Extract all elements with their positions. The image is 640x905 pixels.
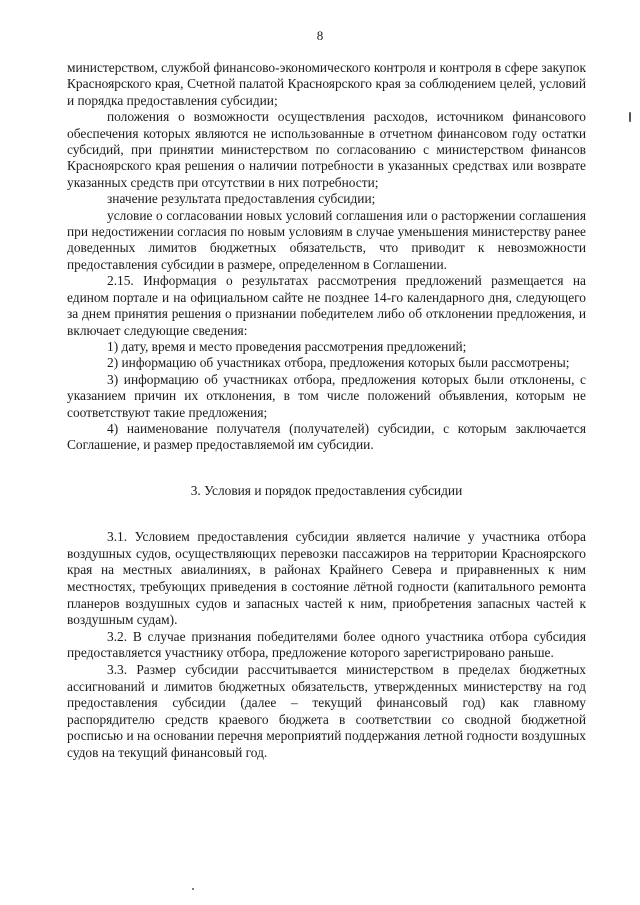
list-item: 4) наименование получателя (получателей) субсидии, с которым заключается Соглашение, и размер предоставляемой им субсидии. bbox=[67, 420, 586, 453]
scan-speck bbox=[629, 112, 631, 122]
paragraph: условие о согласовании новых условий соглашения или о расторжении соглашения при недостижении согласия по новым условиям в случае уменьшения министерству ранее доведенных лимитов бюджетных обязательств, что приводит к невозможности предоставления субсидии в размере, определенном в Соглашении. bbox=[67, 207, 586, 272]
paragraph: 2.15. Информация о результатах рассмотрения предложений размещается на едином портале и на официальном сайте не позднее 14-го календарного дня, следующего за днем принятия решения о признании победителем либо об отклонении предложения, и включает следующие сведения: bbox=[67, 273, 586, 338]
list-item: 1) дату, время и место проведения рассмотрения предложений; bbox=[107, 338, 467, 354]
list-item: 2) информацию об участниках отбора, предложения которых были рассмотрены; bbox=[107, 355, 570, 371]
page-number: 8 bbox=[316, 28, 324, 43]
paragraph: положения о возможности осуществления расходов, источником финансового обеспечения которых являются не использованные в отчетном финансовом году остатки субсидий, при принятии министерством по согласованию с министерством финансов Красноярского края решения о наличии потребности в указанных средствах или возврате указанных средств при отсутствии в них потребности; bbox=[67, 109, 586, 190]
paragraph: 3.1. Условием предоставления субсидии является наличие у участника отбора воздушных судов, осуществляющих перевозки пассажиров на территории Красноярского края на местных авиалиниях, в районах Крайнего Севера и приравненных к ним местностях, требующих приведения в состояние лётной годности (капитального ремонта планеров воздушных судов и запасных частей к ним, приобретения запасных частей к воздушным судам). bbox=[67, 529, 586, 628]
section-3-heading: 3. Условия и порядок предоставления субсидии bbox=[190, 482, 463, 498]
document-body bbox=[67, 60, 586, 761]
list-item: 3) информацию об участниках отбора, предложения которых были отклонены, с указанием причин их отклонения, в том числе положений объявления, которым не соответствуют такие предложения; bbox=[67, 371, 586, 420]
paragraph: значение результата предоставления субсидии; bbox=[107, 191, 376, 207]
section-2-continuation bbox=[67, 60, 586, 454]
paragraph: 3.3. Размер субсидии рассчитывается министерством в пределах бюджетных ассигнований и лимитов бюджетных обязательств, утвержденных министерству на год предоставления субсидии (далее – текущий финансовый год) как главному распорядителю средств краевого бюджета в соответствии со сводной бюджетной росписью и на основании перечня мероприятий поддержания летной годности воздушных судов на текущий финансовый год. bbox=[67, 661, 586, 760]
paragraph: министерством, службой финансово-экономического контроля и контроля в сфере закупок Красноярского края, Счетной палатой Красноярского края за соблюдением целей, условий и порядка предоставления субсидии; bbox=[67, 60, 586, 108]
scan-speck bbox=[192, 888, 194, 890]
paragraph: 3.2. В случае признания победителями более одного участника отбора субсидия предоставляется участнику отбора, предложение которого зарегистрировано раньше. bbox=[67, 628, 586, 661]
section-3-body bbox=[67, 529, 586, 761]
